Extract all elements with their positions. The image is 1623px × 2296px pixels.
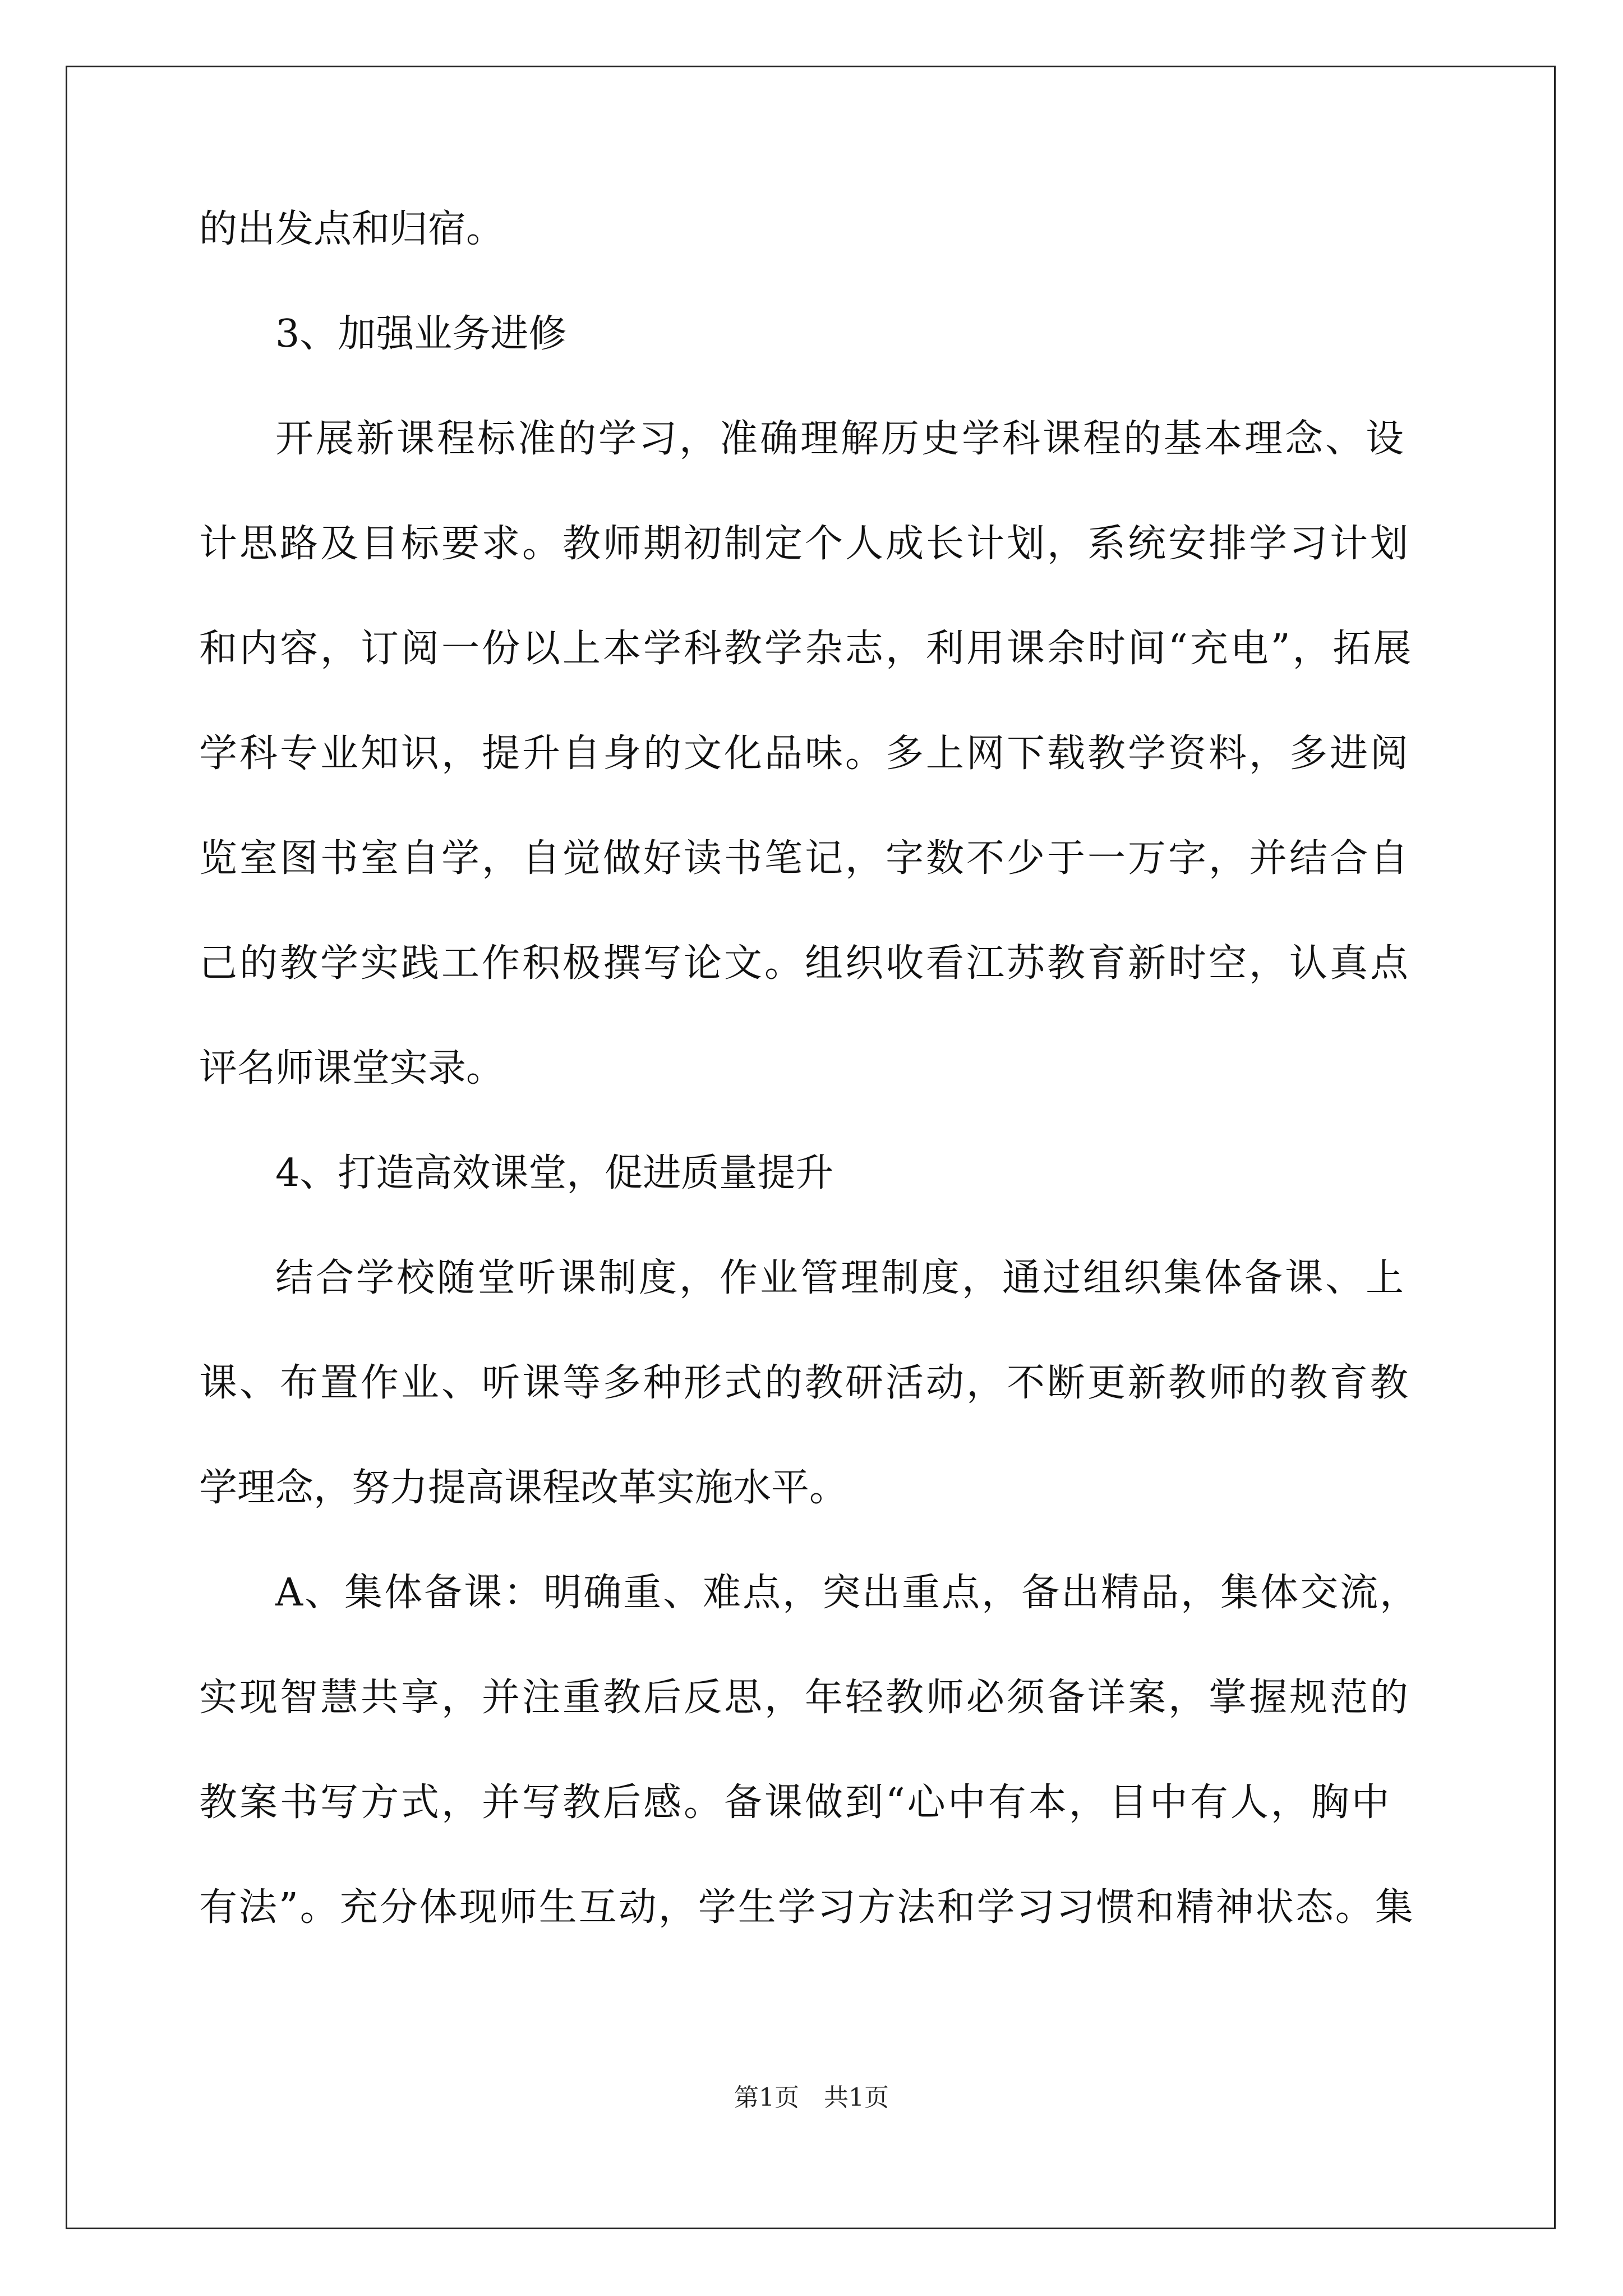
text-line: 教案书写方式，并写教后感。备课做到“心中有本，目中有人，胸中	[199, 1780, 1392, 1825]
text-line: 结合学校随堂听课制度，作业管理制度，通过组织集体备课、上	[275, 1256, 1407, 1300]
text-line: 开展新课程标准的学习，准确理解历史学科课程的基本理念、设	[275, 417, 1407, 461]
text-line: 和内容，订阅一份以上本学科教学杂志，利用课余时间“充电”，拓展	[199, 627, 1414, 671]
text-line: 评名师课堂实录。	[199, 1046, 505, 1091]
text-line: 学理念，努力提高课程改革实施水平。	[199, 1466, 848, 1510]
text-line: A、集体备课：明确重、难点，突出重点，备出精品，集体交流，	[275, 1571, 1420, 1615]
page-number-footer: 第1页 共1页	[734, 2083, 889, 2112]
text-line: 实现智慧共享，并注重教后反思，年轻教师必须备详案，掌握规范的	[199, 1676, 1411, 1720]
text-line: 课、布置作业、听课等多种形式的教研活动，不断更新教师的教育教	[199, 1361, 1411, 1405]
text-line: 学科专业知识，提升自身的文化品味。多上网下载教学资料，多进阅	[199, 731, 1411, 776]
text-line: 有法”。充分体现师生互动，学生学习方法和学习习惯和精神状态。集	[199, 1885, 1415, 1930]
text-line: 览室图书室自学，自觉做好读书笔记，字数不少于一万字，并结合自	[199, 836, 1411, 881]
text-line: 3、加强业务进修	[275, 312, 567, 356]
text-line: 4、打造高效课堂，促进质量提升	[275, 1151, 834, 1195]
text-line: 的出发点和归宿。	[199, 207, 505, 251]
text-line: 己的教学实践工作积极撰写论文。组织收看江苏教育新时空，认真点	[199, 941, 1411, 986]
text-line: 计思路及目标要求。教师期初制定个人成长计划，系统安排学习计划	[199, 522, 1411, 566]
